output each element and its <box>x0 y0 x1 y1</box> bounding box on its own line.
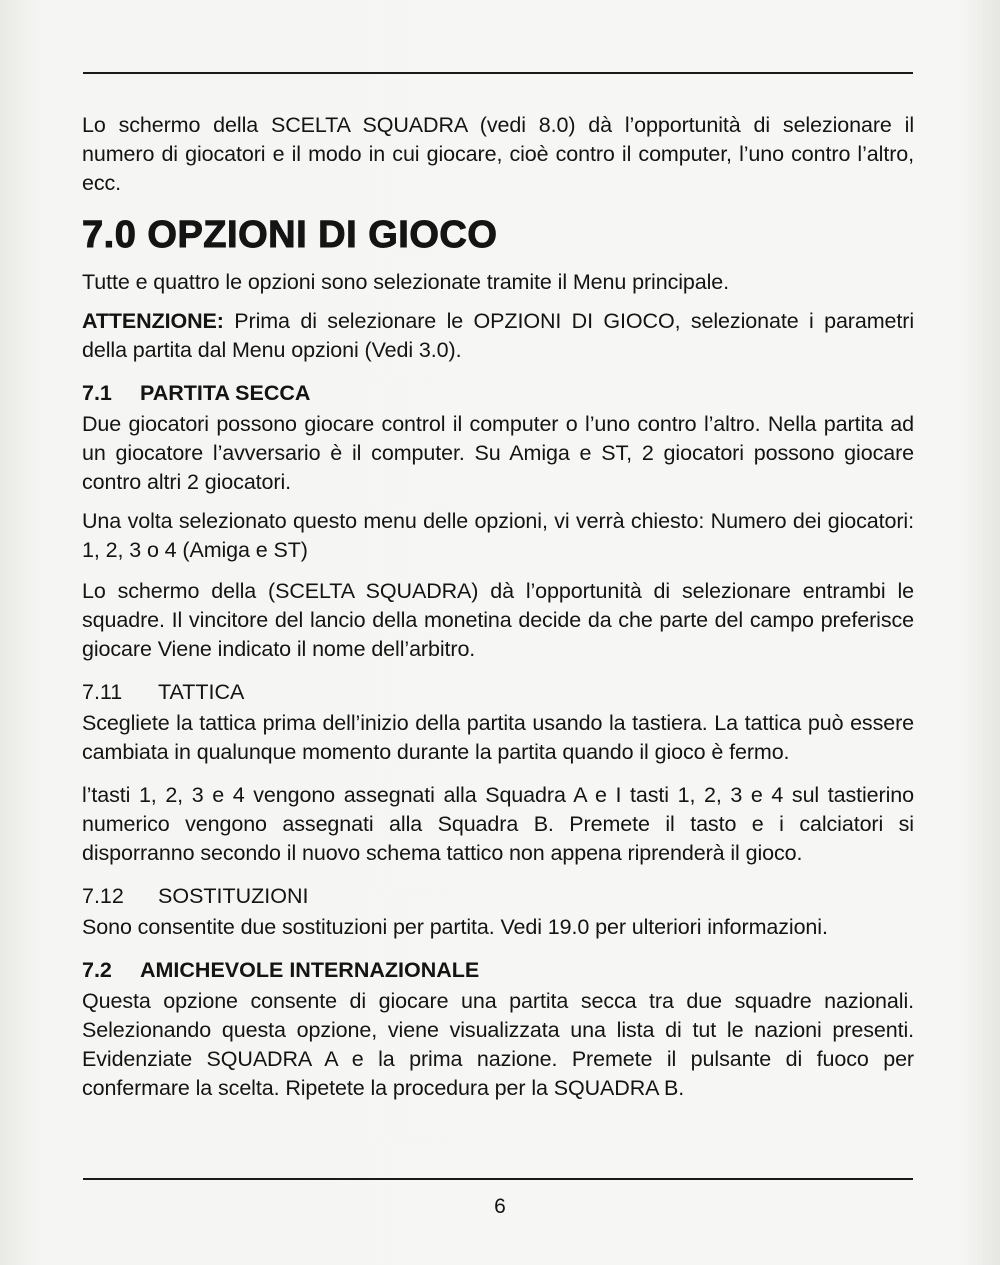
subsection-title: PARTITA SECCA <box>140 381 311 405</box>
paragraph-7-11-b: l’tasti 1, 2, 3 e 4 vengono assegnati alla Squadra A e I tasti 1, 2, 3 e 4 sul tastierino numerico vengono assegnati alla Squadra B. Premete il tasto e i calciatori si disporranno secondo il nuovo schema tattico non appena riprenderà il gioco. <box>82 783 914 865</box>
paragraph-7-2: Questa opzione consente di giocare una partita secca tra due squadre nazionali. Selezionando questa opzione, viene visualizzata una lista di tut le nazioni presenti. Evidenziate SQUADRA A e la prima nazione. Premete il pulsante di fuoco per confermare la scelta. Ripetete la procedura per la SQUADRA B. <box>82 989 914 1100</box>
section-heading <box>82 210 914 260</box>
subsection-heading-7-11 <box>82 678 914 707</box>
top-rule <box>83 72 913 74</box>
page-content <box>82 111 914 1103</box>
bottom-rule <box>83 1178 913 1180</box>
paragraph-7-1-c: Lo schermo della (SCELTA SQUADRA) dà l’opportunità di selezionare entrambi le squadre. Il vincitore del lancio della monetina decide da che parte del campo preferisce giocare Viene indicato il nome dell’arbitro. <box>82 579 914 661</box>
subsection-number: 7.2 <box>82 958 112 982</box>
warning-label: ATTENZIONE: <box>82 309 224 333</box>
subsection-number: 7.11 <box>82 680 123 704</box>
paragraph-7-12: Sono consentite due sostituzioni per partita. Vedi 19.0 per ulteriori informazioni. <box>82 915 828 939</box>
subsection-title: TATTICA <box>158 680 245 704</box>
subsection-title: AMICHEVOLE INTERNAZIONALE <box>140 958 480 982</box>
options-intro-paragraph: Tutte e quattro le opzioni sono selezionate tramite il Menu principale. <box>82 270 730 294</box>
subsection-heading-7-1 <box>82 379 914 408</box>
paragraph-7-1-b: Una volta selezionato questo menu delle opzioni, vi verrà chiesto: Numero dei giocatori: 1, 2, 3 o 4 (Amiga e ST) <box>82 509 914 562</box>
page-number: 6 <box>494 1195 506 1218</box>
subsection-title: SOSTITUZIONI <box>158 884 309 908</box>
subsection-heading-7-2 <box>82 956 914 985</box>
subsection-heading-7-12 <box>82 882 914 911</box>
subsection-number: 7.12 <box>82 884 124 908</box>
subsection-number: 7.1 <box>82 381 112 405</box>
warning-paragraph <box>82 307 914 365</box>
section-title: OPZIONI DI GIOCO <box>147 214 498 256</box>
paragraph-7-11-a: Scegliete la tattica prima dell’inizio della partita usando la tastiera. La tattica può essere cambiata in qualunque momento durante la partita quando il gioco è fermo. <box>82 711 914 764</box>
paragraph-7-1-a: Due giocatori possono giocare control il computer o l’uno contro l’altro. Nella partita ad un giocatore l’avversario è il computer. Su Amiga e ST, 2 giocatori possono giocare contro altri 2 giocatori. <box>82 412 914 494</box>
warning-text: Prima di selezionare le OPZIONI DI GIOCO, selezionate i parametri della partita dal Menu opzioni (Vedi 3.0). <box>82 309 914 362</box>
intro-paragraph: Lo schermo della SCELTA SQUADRA (vedi 8.0) dà l’opportunità di selezionare il numero di giocatori e il modo in cui giocare, cioè contro il computer, l’uno contro l’altro, ecc. <box>82 113 914 195</box>
section-number: 7.0 <box>82 214 137 256</box>
